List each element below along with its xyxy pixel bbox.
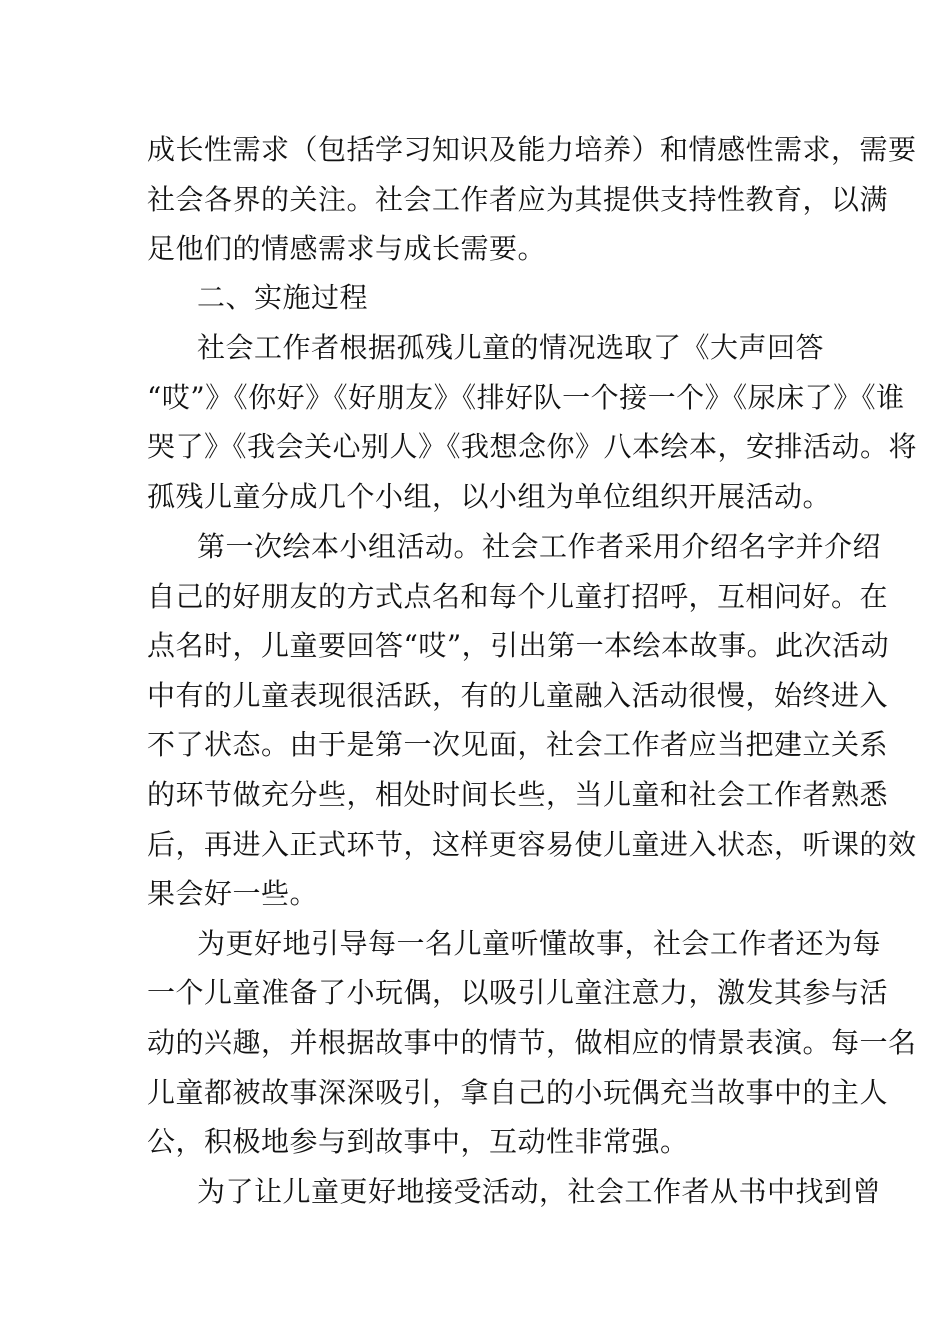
body-text-line: 后，再进入正式环节，这样更容易使儿童进入状态，听课的效 [147,828,917,861]
body-text-line: 儿童都被故事深深吸引，拿自己的小玩偶充当故事中的主人 [147,1076,889,1109]
body-text-line: 一个儿童准备了小玩偶，以吸引儿童注意力，激发其参与活 [147,976,889,1009]
body-text-line: 为了让儿童更好地接受活动，社会工作者从书中找到曾 [197,1175,882,1208]
body-text-line: 足他们的情感需求与成长需要。 [147,232,547,265]
body-text-line: 动的兴趣，并根据故事中的情节，做相应的情景表演。每一名 [147,1026,917,1059]
body-text-line: 点名时，儿童要回答“哎”，引出第一本绘本故事。此次活动 [147,629,890,662]
body-text-line: 不了状态。由于是第一次见面，社会工作者应当把建立关系 [147,728,889,761]
body-text-line: 社会工作者根据孤残儿童的情况选取了《大声回答 [197,331,825,364]
body-text-line: “哎”》《你好》《好朋友》《排好队一个接一个》《尿床了》《谁 [147,381,905,414]
body-text-line: 成长性需求（包括学习知识及能力培养）和情感性需求，需要 [147,133,917,166]
body-text-line: 的环节做充分些，相处时间长些，当儿童和社会工作者熟悉 [147,778,889,811]
body-text-line: 社会各界的关注。社会工作者应为其提供支持性教育，以满 [147,183,889,216]
body-text-line: 孤残儿童分成几个小组，以小组为单位组织开展活动。 [147,480,832,513]
body-text-line: 公，积极地参与到故事中，互动性非常强。 [147,1125,689,1158]
body-text-line: 果会好一些。 [147,877,319,910]
body-text-line: 第一次绘本小组活动。社会工作者采用介绍名字并介绍 [197,530,882,563]
body-text-line: 哭了》《我会关心别人》《我想念你》八本绘本，安排活动。将 [147,430,918,463]
section-heading: 二、实施过程 [197,281,369,314]
body-text-line: 自己的好朋友的方式点名和每个儿童打招呼，互相问好。在 [147,580,889,613]
body-text-line: 中有的儿童表现很活跃，有的儿童融入活动很慢，始终进入 [147,679,889,712]
body-text-line: 为更好地引导每一名儿童听懂故事，社会工作者还为每 [197,927,882,960]
